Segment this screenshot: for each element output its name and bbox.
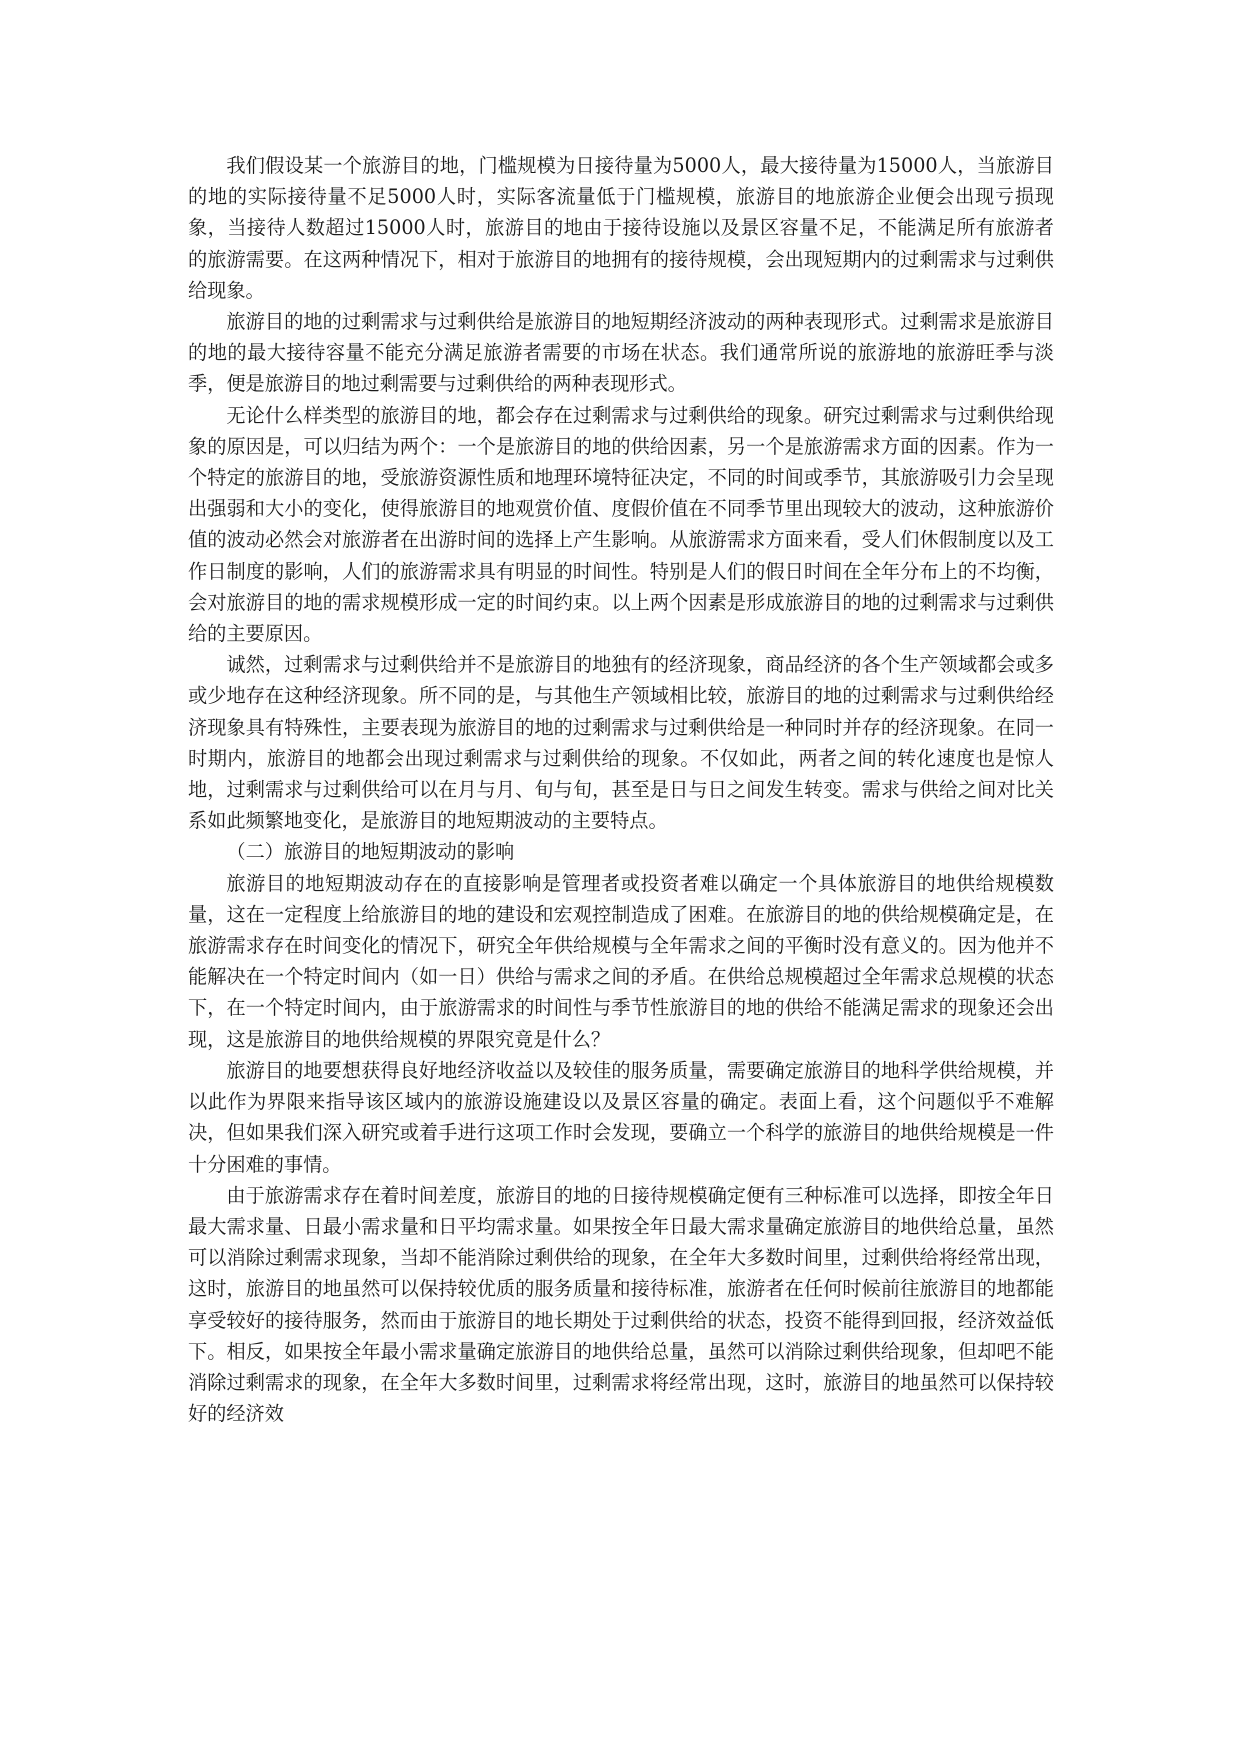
paragraph-scientific-scale: 旅游目的地要想获得良好地经济收益以及较佳的服务质量，需要确定旅游目的地科学供给规模，并以此作为界限来指导该区域内的旅游设施建设以及景区容量的确定。表面上看，这个问题似乎不难解决，但如果我们深入研究或着手进行这项工作时会发现，要确立一个科学的旅游目的地供给规模是一件十分困难的事情。 xyxy=(188,1058,1054,1176)
paragraph-threshold-example: 我们假设某一个旅游目的地，门槛规模为日接待量为5000人，最大接待量为15000人，当旅游目的地的实际接待量不足5000人时，实际客流量低于门槛规模，旅游目的地旅游企业便会出现亏损现象，当接待人数超过15000人时，旅游目的地由于接待设施以及景区容量不足，不能满足所有旅游者的旅游需要。在这两种情况下，相对于旅游目的地拥有的接待规模，会出现短期内的过剩需求与过剩供给现象。 xyxy=(188,154,1054,302)
document-body xyxy=(188,150,1054,1429)
paragraph-two-forms: 旅游目的地的过剩需求与过剩供给是旅游目的地短期经济波动的两种表现形式。过剩需求是旅游目的地的最大接待容量不能充分满足旅游者需要的市场在状态。我们通常所说的旅游地的旅游旺季与淡季，便是旅游目的地过剩需要与过剩供给的两种表现形式。 xyxy=(188,310,1054,396)
section-heading: （二）旅游目的地短期波动的影响 xyxy=(226,840,515,864)
paragraph-causes: 无论什么样类型的旅游目的地，都会存在过剩需求与过剩供给的现象。研究过剩需求与过剩供给现象的原因是，可以归结为两个：一个是旅游目的地的供给因素，另一个是旅游需求方面的因素。作为一个特定的旅游目的地，受旅游资源性质和地理环境特征决定，不同的时间或季节，其旅游吸引力会呈现出强弱和大小的变化，使得旅游目的地观赏价值、度假价值在不同季节里出现较大的波动，这种旅游价值的波动必然会对旅游者在出游时间的选择上产生影响。从旅游需求方面来看，受人们休假制度以及工作日制度的影响，人们的旅游需求具有明显的时间性。特别是人们的假日时间在全年分布上的不均衡，会对旅游目的地的需求规模形成一定的时间约束。以上两个因素是形成旅游目的地的过剩需求与过剩供给的主要原因。 xyxy=(188,403,1054,646)
paragraph-three-standards: 由于旅游需求存在着时间差度，旅游目的地的日接待规模确定便有三种标准可以选择，即按全年日最大需求量、日最小需求量和日平均需求量。如果按全年日最大需求量确定旅游目的地供给总量，虽然可以消除过剩需求现象，当却不能消除过剩供给的现象，在全年大多数时间里，过剩供给将经常出现，这时，旅游目的地虽然可以保持较优质的服务质量和接待标准，旅游者在任何时候前往旅游目的地都能享受较好的接待服务，然而由于旅游目的地长期处于过剩供给的状态，投资不能得到回报，经济效益低下。相反，如果按全年最小需求量确定旅游目的地供给总量，虽然可以消除过剩供给现象，但却吧不能消除过剩需求的现象，在全年大多数时间里，过剩需求将经常出现，这时，旅游目的地虽然可以保持较好的经济效 xyxy=(188,1183,1054,1426)
paragraph-direct-impact: 旅游目的地短期波动存在的直接影响是管理者或投资者难以确定一个具体旅游目的地供给规模数量，这在一定程度上给旅游目的地的建设和宏观控制造成了困难。在旅游目的地的供给规模确定是，在旅游需求存在时间变化的情况下，研究全年供给规模与全年需求之间的平衡时没有意义的。因为他并不能解决在一个特定时间内（如一日）供给与需求之间的矛盾。在供给总规模超过全年需求总规模的状态下，在一个特定时间内，由于旅游需求的时间性与季节性旅游目的地的供给不能满足需求的现象还会出现，这是旅游目的地供给规模的界限究竟是什么？ xyxy=(188,871,1054,1051)
paragraph-particularity: 诚然，过剩需求与过剩供给并不是旅游目的地独有的经济现象，商品经济的各个生产领域都会或多或少地存在这种经济现象。所不同的是，与其他生产领域相比较，旅游目的地的过剩需求与过剩供给经济现象具有特殊性，主要表现为旅游目的地的过剩需求与过剩供给是一种同时并存的经济现象。在同一时期内，旅游目的地都会出现过剩需求与过剩供给的现象。不仅如此，两者之间的转化速度也是惊人地，过剩需求与过剩供给可以在月与月、旬与旬，甚至是日与日之间发生转变。需求与供给之间对比关系如此频繁地变化，是旅游目的地短期波动的主要特点。 xyxy=(188,653,1054,833)
